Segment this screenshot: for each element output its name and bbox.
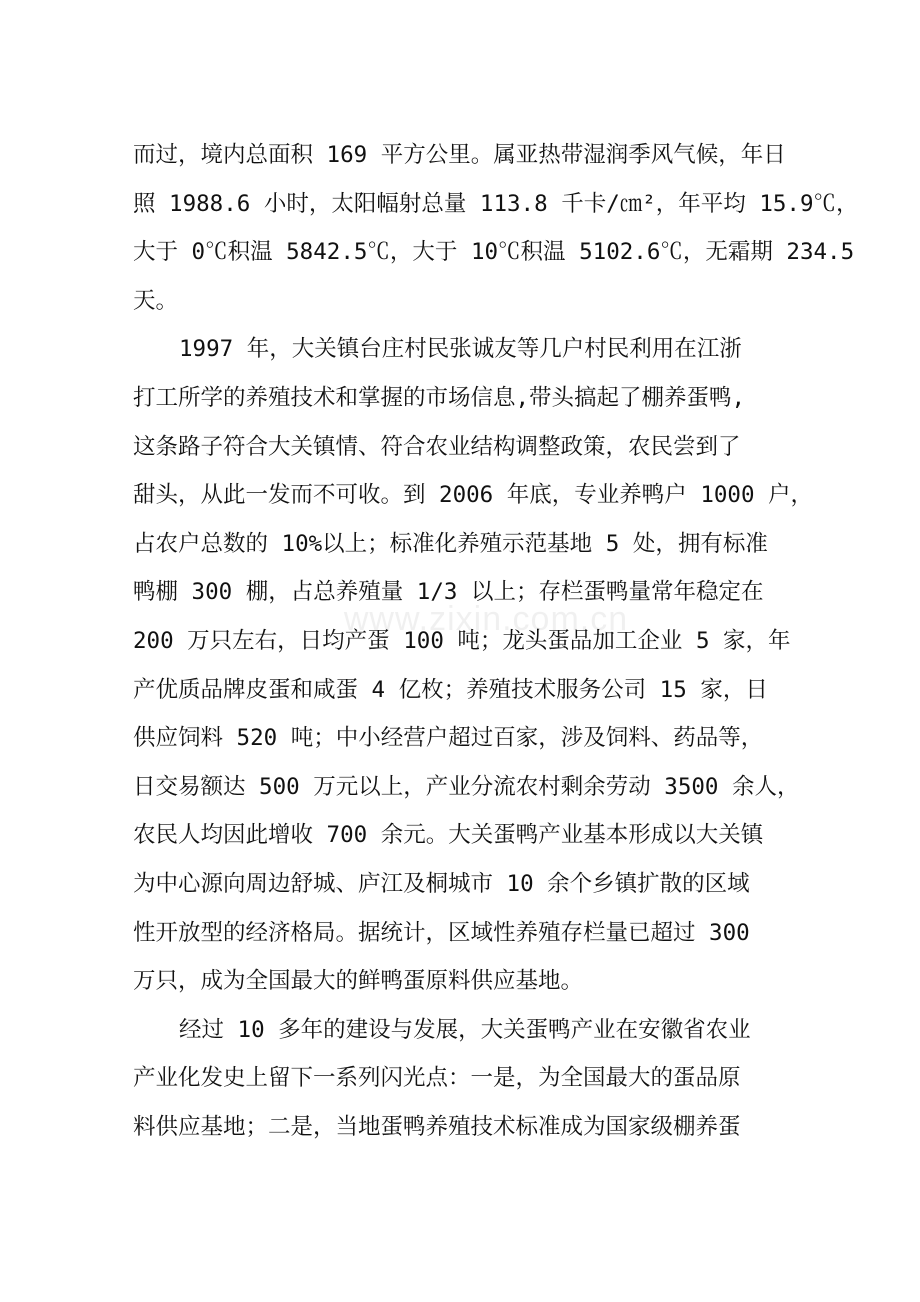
text-line: 200 万只左右，日均产蛋 100 吨；龙头蛋品加工企业 5 家，年 [133, 627, 791, 654]
text-line: 万只，成为全国最大的鲜鸭蛋原料供应基地。 [133, 968, 584, 995]
paragraph-first-line: 经过 10 多年的建设与发展，大关蛋鸭产业在安徽省农业 [179, 1016, 751, 1043]
text-line: 供应饲料 520 吨；中小经营户超过百家，涉及饲料、药品等， [133, 725, 764, 752]
text-line: 甜头，从此一发而不可收。到 2006 年底，专业养鸭户 1000 户， [133, 482, 814, 509]
text-line: 大于 0℃积温 5842.5℃，大于 10℃积温 5102.6℃，无霜期 234.5 [133, 239, 855, 266]
paragraph-first-line: 1997 年，大关镇台庄村民张诚友等几户村民利用在江浙 [179, 336, 742, 363]
text-line: 日交易额达 500 万元以上，产业分流农村剩余劳动 3500 余人， [133, 773, 800, 800]
text-line: 产业化发史上留下一系列闪光点：一是，为全国最大的蛋品原 [133, 1065, 741, 1092]
text-line: 料供应基地；二是，当地蛋鸭养殖技术标准成为国家级棚养蛋 [133, 1113, 741, 1140]
text-line: 天。 [133, 287, 179, 314]
text-line: 鸭棚 300 棚，占总养殖量 1/3 以上；存栏蛋鸭量常年稳定在 [133, 579, 764, 606]
text-line: 照 1988.6 小时，太阳幅射总量 113.8 千卡/㎝²，年平均 15.9℃， [133, 190, 859, 217]
text-line: 占农户总数的 10%以上；标准化养殖示范基地 5 处，拥有标准 [133, 530, 768, 557]
text-line: 农民人均因此增收 700 余元。大关蛋鸭产业基本形成以大关镇 [133, 822, 764, 849]
body-text [133, 131, 859, 1151]
text-line: 产优质品牌皮蛋和咸蛋 4 亿枚；养殖技术服务公司 15 家，日 [133, 676, 768, 703]
text-line: 为中心源向周边舒城、庐江及桐城市 10 余个乡镇扩散的区域 [133, 870, 750, 897]
watermark: www.zixin.com.cn [343, 600, 629, 638]
text-line: 打工所学的养殖技术和掌握的市场信息,带头搞起了棚养蛋鸭, [133, 384, 746, 411]
text-line: 而过，境内总面积 169 平方公里。属亚热带湿润季风气候，年日 [133, 142, 786, 168]
text-line: 这条路子符合大关镇情、符合农业结构调整政策，农民尝到了 [133, 433, 741, 460]
text-line: 性开放型的经济格局。据统计，区域性养殖存栏量已超过 300 [133, 919, 750, 946]
